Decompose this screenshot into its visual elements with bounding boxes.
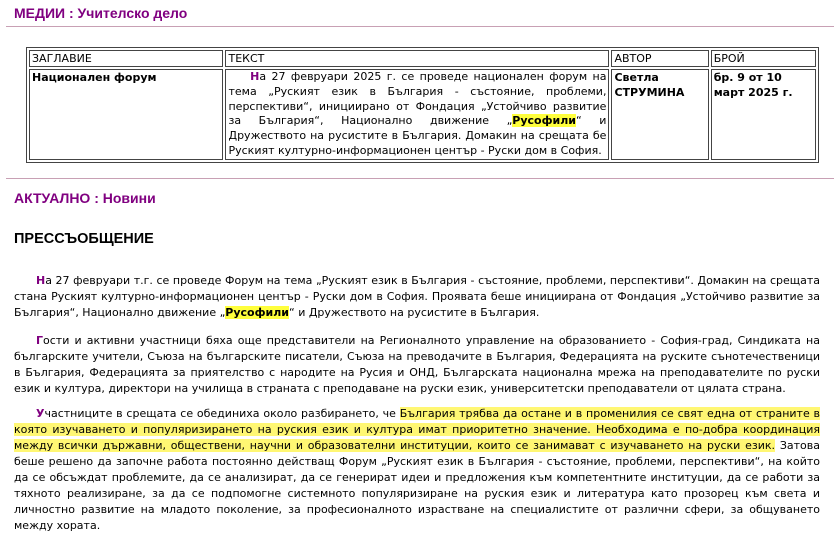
cell-author: Светла СТРУМИНА <box>611 69 708 160</box>
media-table <box>26 47 819 163</box>
cell-text-part: а 27 февруари 2025 г. се проведе национален форум на тема „Руският език в България - състояние, проблеми, перспективи“, инициирано от Фондация „Устойчиво развитие за България“, Национално движение „ <box>228 70 607 128</box>
cell-text <box>225 69 609 160</box>
highlighted-keyword: Русофили <box>225 306 289 319</box>
cell-issue: бр. 9 от 10 март 2025 г. <box>711 69 816 160</box>
drop-cap: У <box>36 407 45 420</box>
header-author: АВТОР <box>611 50 708 67</box>
divider <box>6 26 834 27</box>
header-text: ТЕКСТ <box>225 50 609 67</box>
divider <box>6 178 834 179</box>
paragraph-text: Затова беше решено да започне работа постоянно действащ Форум „Руският език в България - състояние, проблеми, перспективи“, на който да се обсъждат проблемите, да се анализират, да се генерират идеи и предложения към компетентните институции, да се работи за тяхното реализиране, за да се подпомогне системното популяризиране на руския език и литература като прозорец към света и личностно развитие на младото поколение, за професионалното израстване на специалистите от различни сфери, за общуването между хората. <box>14 439 820 532</box>
paragraph <box>14 333 820 397</box>
paragraph <box>14 273 820 321</box>
news-section-title: АКТУАЛНО : Новини <box>14 190 156 206</box>
paragraph-text: а 27 февруари т.г. се проведе Форум на тема „Руският език в България - състояние, проблеми, перспективи“. Домакин на срещата стана Руският културно-информационен център - Руски дом в София. Проявата беше инициирана от Фондация „Устойчиво развитие за България“, Национално движение „ <box>14 274 820 319</box>
header-title: ЗАГЛАВИЕ <box>29 50 223 67</box>
drop-cap: Г <box>36 334 44 347</box>
drop-cap: Н <box>250 70 260 83</box>
table-row <box>29 69 816 160</box>
highlighted-keyword: Русофили <box>512 114 576 128</box>
marker-highlight: България трябва да остане и в променилия се свят една от страните в която изучаването и популяризирането на руския език и култура имат приоритетно значение. Необходима е по-добра координация между всички държавни, обществени, научни и образователни институции, които се занимават с изучаването на руски език. <box>14 407 820 452</box>
table-header-row <box>29 50 816 67</box>
drop-cap: Н <box>36 274 46 287</box>
media-section-title: МЕДИИ : Учителско дело <box>14 5 188 21</box>
paragraph <box>14 406 820 534</box>
paragraph-text: частниците в срещата се обединиха около разбирането, че <box>44 407 400 420</box>
cell-text-part: “ и Дружеството на русистите в България. Домакин на срещата бе Руският културно-информационен център - Руски дом в София. <box>228 114 607 157</box>
paragraph-text: ости и активни участници бяха още представители на Регионалното управление на образованието - София-град, Синдиката на българските учители, Съюза на българските писатели, Съюза на преводачите в България, Федерацията на руските сънотечественици в България, Федерацията за приятелство с народите на Русия и ОНД, Българската национална мрежа на преподавателите по руски език и култура, директори на училища в страната с преподаване на руски език, университетски преподаватели от цялата страна. <box>14 334 820 395</box>
header-issue: БРОЙ <box>711 50 816 67</box>
cell-title: Национален форум <box>29 69 223 160</box>
paragraph-text: “ и Дружеството на русистите в България. <box>289 306 540 319</box>
press-release-title: ПРЕССЪОБЩЕНИЕ <box>14 231 154 247</box>
